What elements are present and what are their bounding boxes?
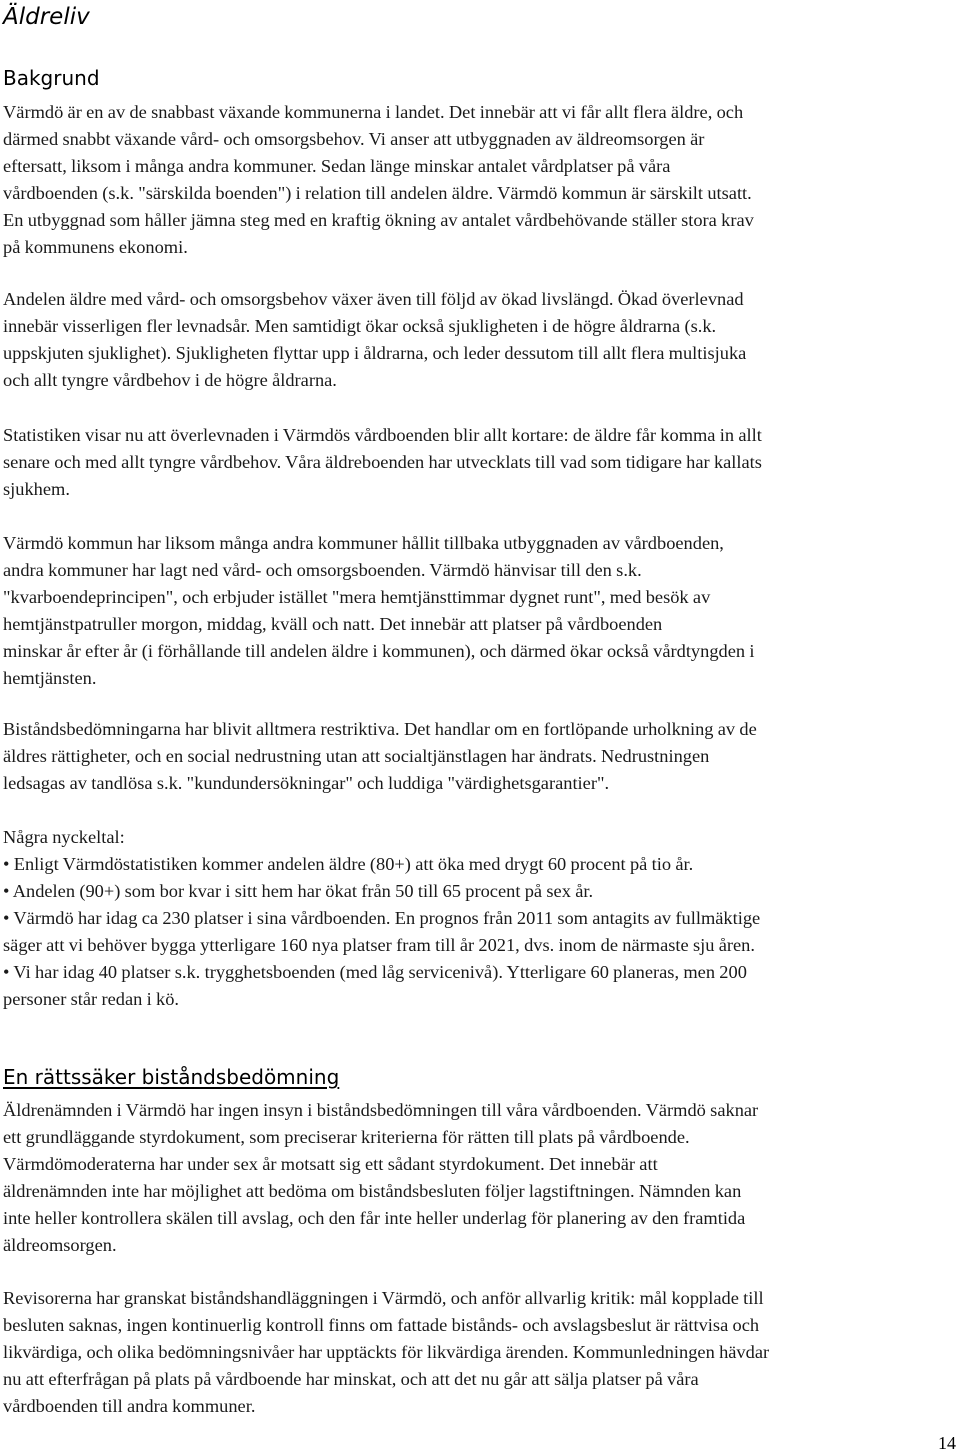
text-line: Revisorerna har granskat biståndshandläggningen i Värmdö, och anför allvarlig kritik: mål kopplade till: [3, 1288, 764, 1308]
section-heading-rattssaker-bistandsbedomning: En rättssäker biståndsbedömning: [3, 1065, 340, 1089]
bullet-item-continued: personer står redan i kö.: [3, 989, 179, 1009]
paragraph-rattssaker-1: [3, 1097, 957, 1259]
text-line: äldres rättigheter, och en social nedrustning utan att socialtjänstlagen har ändrats. Nedrustningen: [3, 746, 710, 766]
key-figures-label: Några nyckeltal:: [3, 827, 125, 847]
bullet-item: • Värmdö har idag ca 230 platser i sina vårdboenden. En prognos från 2011 som antagits av fullmäktige: [3, 908, 761, 928]
text-line: äldreomsorgen.: [3, 1235, 117, 1255]
document-title: Äldreliv: [3, 4, 90, 30]
text-line: äldrenämnden inte har möjlighet att bedöma om biståndsbesluten följer lagstiftningen. Nämnden kan: [3, 1181, 742, 1201]
text-line: Andelen äldre med vård- och omsorgsbehov växer även till följd av ökad livslängd. Ökad överlevnad: [3, 289, 744, 309]
text-line: innebär visserligen fler levnadsår. Men samtidigt ökar också sjukligheten i de högre åldrarna (s.k.: [3, 316, 717, 336]
bullet-item: • Andelen (90+) som bor kvar i sitt hem har ökat från 50 till 65 procent på sex år.: [3, 881, 594, 901]
text-line: likvärdiga, och olika bedömningsnivåer har upptäckts för likvärdiga ärenden. Kommunledningen hävdar: [3, 1342, 770, 1362]
text-line: Statistiken visar nu att överlevnaden i Värmdös vårdboenden blir allt kortare: de äldre får komma in allt: [3, 425, 762, 445]
text-line: hemtjänstpatruller morgon, middag, kväll och natt. Det innebär att platser på vårdboenden: [3, 614, 663, 634]
text-line: "kvarboendeprincipen", och erbjuder istället "mera hemtjänsttimmar dygnet runt", med besök av: [3, 587, 711, 607]
text-line: Värmdömoderaterna har under sex år motsatt sig ett sådant styrdokument. Det innebär att: [3, 1154, 658, 1174]
text-line: Äldrenämnden i Värmdö har ingen insyn i biståndsbedömningen till våra vårdboenden. Värmdö saknar: [3, 1100, 759, 1120]
text-line: vårdboenden (s.k. "särskilda boenden") i relation till andelen äldre. Värmdö kommun är särskilt utsatt.: [3, 183, 752, 203]
paragraph-bakgrund-2: [3, 286, 957, 394]
text-line: En utbyggnad som håller jämna steg med en kraftig ökning av antalet vårdbehövande ställer stora krav: [3, 210, 754, 230]
text-line: Biståndsbedömningarna har blivit alltmera restriktiva. Det handlar om en fortlöpande urholkning av de: [3, 719, 757, 739]
text-line: besluten saknas, ingen kontinuerlig kontroll finns om fattade bistånds- och avslagsbeslut är rättvisa och: [3, 1315, 760, 1335]
section-heading-bakgrund: Bakgrund: [3, 66, 100, 90]
text-line: Värmdö kommun har liksom många andra kommuner hållit tillbaka utbyggnaden av vårdboenden,: [3, 533, 724, 553]
text-line: hemtjänsten.: [3, 668, 97, 688]
text-line: därmed snabbt växande vård- och omsorgsbehov. Vi anser att utbyggnaden av äldreomsorgen är: [3, 129, 705, 149]
page-number: 14: [938, 1433, 956, 1453]
bullet-item-continued: säger att vi behöver bygga ytterligare 160 nya platser fram till år 2021, dvs. inom de närmaste sju åren.: [3, 935, 755, 955]
text-line: och allt tyngre vårdbehov i de högre åldrarna.: [3, 370, 337, 390]
text-line: inte heller kontrollera skälen till avslag, och den får inte heller underlag för planering av den framtida: [3, 1208, 746, 1228]
text-line: på kommunens ekonomi.: [3, 237, 188, 257]
paragraph-bakgrund-1: [3, 99, 957, 261]
text-line: Värmdö är en av de snabbast växande kommunerna i landet. Det innebär att vi får allt flera äldre, och: [3, 102, 744, 122]
bullet-item: • Enligt Värmdöstatistiken kommer andelen äldre (80+) att öka med drygt 60 procent på tio år.: [3, 854, 694, 874]
text-line: andra kommuner har lagt ned vård- och omsorgsboenden. Värmdö hänvisar till den s.k.: [3, 560, 642, 580]
text-line: eftersatt, liksom i många andra kommuner. Sedan länge minskar antalet vårdplatser på våra: [3, 156, 671, 176]
bullet-item: • Vi har idag 40 platser s.k. trygghetsboenden (med låg servicenivå). Ytterligare 60 planeras, men 200: [3, 962, 747, 982]
text-line: nu att efterfrågan på plats på vårdboende har minskat, och att det nu går att sälja platser på våra: [3, 1369, 699, 1389]
paragraph-rattssaker-2: [3, 1285, 957, 1420]
text-line: uppskjuten sjuklighet). Sjukligheten flyttar upp i åldrarna, och leder dessutom till allt flera multisjuka: [3, 343, 747, 363]
text-line: ett grundläggande styrdokument, som preciserar kriterierna för rätten till plats på vårdboende.: [3, 1127, 690, 1147]
text-line: vårdboenden till andra kommuner.: [3, 1396, 256, 1416]
text-line: sjukhem.: [3, 479, 70, 499]
text-line: minskar år efter år (i förhållande till andelen äldre i kommunen), och därmed ökar också vårdtyngden i: [3, 641, 755, 661]
paragraph-bakgrund-5: [3, 716, 957, 797]
text-line: ledsagas av tandlösa s.k. "kundundersökningar" och luddiga "värdighetsgarantier".: [3, 773, 610, 793]
paragraph-bakgrund-3: [3, 422, 957, 503]
key-figures-list: [3, 824, 957, 1013]
paragraph-bakgrund-4: [3, 530, 957, 692]
text-line: senare och med allt tyngre vårdbehov. Våra äldreboenden har utvecklats till vad som tidigare har kallats: [3, 452, 762, 472]
